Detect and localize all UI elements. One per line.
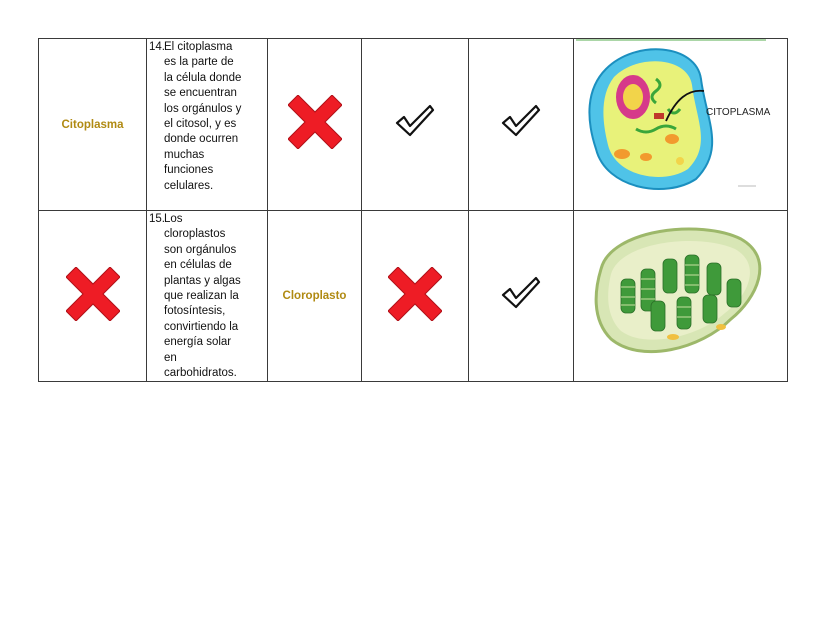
check-cell — [469, 39, 574, 211]
image-cell — [574, 211, 788, 382]
item-number: 15. — [149, 213, 165, 225]
checkmark-icon — [501, 276, 541, 312]
image-label: CITOPLASMA — [705, 107, 770, 118]
term-cell-cloroplasto — [268, 211, 362, 382]
answer-table — [38, 38, 788, 382]
term-cell-citoplasma — [39, 39, 147, 211]
check-cell — [362, 39, 469, 211]
cross-cell — [268, 39, 362, 211]
table-row — [39, 39, 788, 211]
item-number: 14. — [149, 41, 165, 53]
red-cross-icon — [288, 95, 342, 149]
description-cell — [147, 211, 268, 382]
chloroplast-image — [581, 219, 781, 369]
red-cross-icon — [66, 267, 120, 321]
description-cell — [147, 39, 268, 211]
description-text: Los cloroplastos son orgánulos en células de plantas y algas que realizan la fotosíntesis, convirtiendo la energía solar en carbohidratos. — [164, 213, 241, 380]
description-text: El citoplasma es la parte de la célula donde se encuentran los orgánulos y el citosol, y es donde ocurren muchas funciones celulares. — [164, 41, 242, 192]
red-cross-icon — [388, 267, 442, 321]
term-label: Cloroplasto — [282, 290, 347, 303]
check-cell — [469, 211, 574, 382]
checkmark-icon — [501, 104, 541, 140]
checkmark-icon — [395, 104, 435, 140]
image-cell — [574, 39, 788, 211]
term-label: Citoplasma — [61, 118, 124, 131]
cross-cell — [362, 211, 469, 382]
table-row — [39, 211, 788, 382]
animal-cell-image — [576, 39, 786, 205]
cross-cell — [39, 211, 147, 382]
